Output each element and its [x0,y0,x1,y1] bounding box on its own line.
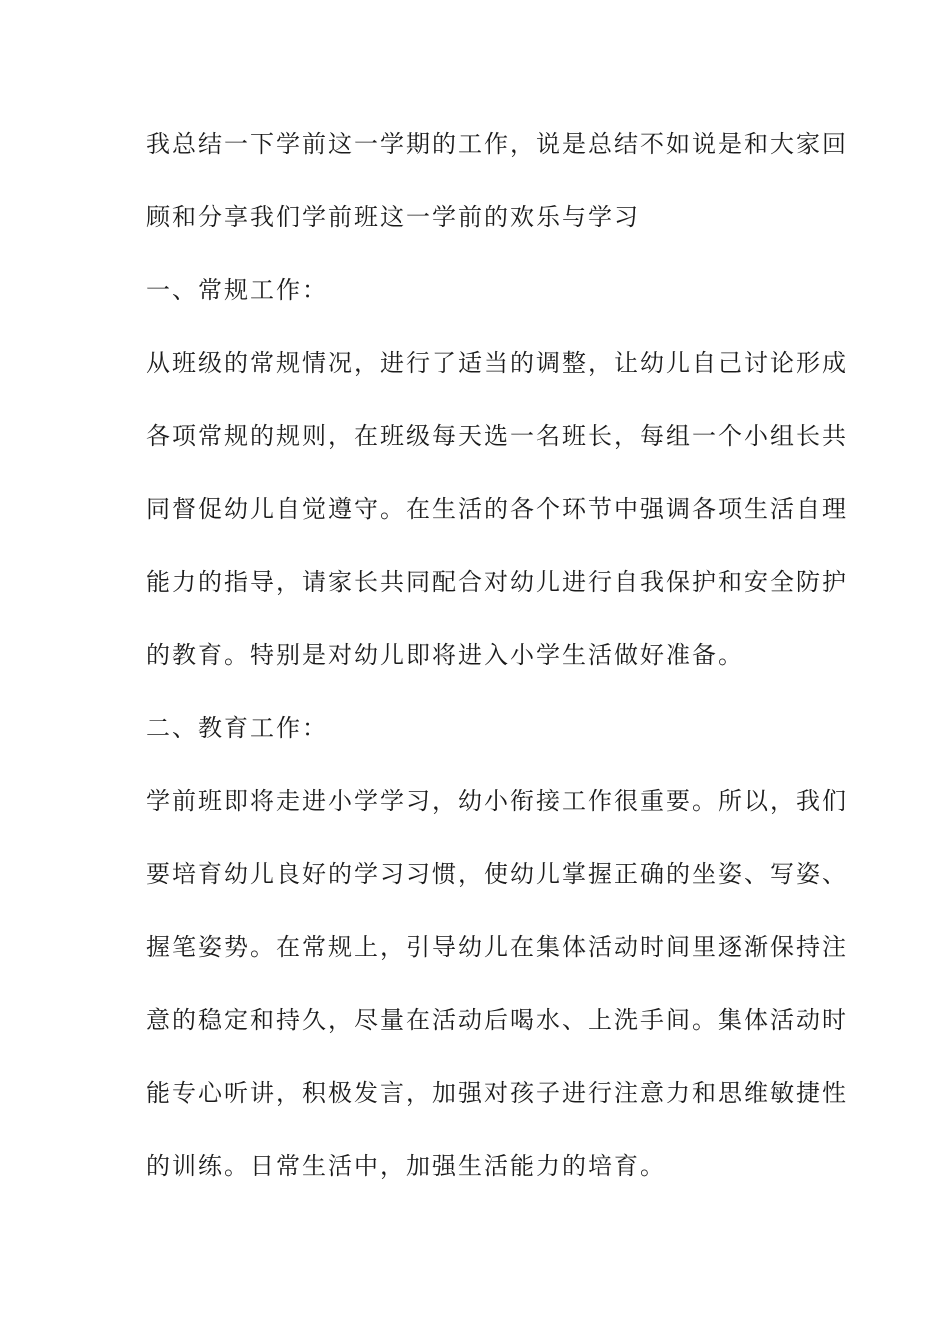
text-line-6: 同督促幼儿自觉遵守。在生活的各个环节中强调各项生活自理 [146,495,848,523]
text-line-13: 意的稳定和持久，尽量在活动后喝水、上洗手间。集体活动时 [146,1006,848,1034]
text-line-12: 握笔姿势。在常规上，引导幼儿在集体活动时间里逐渐保持注 [146,933,848,961]
text-line-10: 学前班即将走进小学学习，幼小衔接工作很重要。所以，我们 [146,787,848,815]
text-line-8: 的教育。特别是对幼儿即将进入小学生活做好准备。 [146,641,744,669]
text-line-1: 我总结一下学前这一学期的工作，说是总结不如说是和大家回 [146,130,848,158]
text-line-14: 能专心听讲，积极发言，加强对孩子进行注意力和思维敏捷性 [146,1079,848,1107]
text-line-11: 要培育幼儿良好的学习习惯，使幼儿掌握正确的坐姿、写姿、 [146,860,848,888]
section-heading-routine-work: 一、常规工作： [146,276,328,304]
text-line-5: 各项常规的规则，在班级每天选一名班长，每组一个小组长共 [146,422,848,450]
text-line-4: 从班级的常规情况，进行了适当的调整，让幼儿自己讨论形成 [146,349,848,377]
text-line-15: 的训练。日常生活中，加强生活能力的培育。 [146,1152,666,1180]
section-heading-education-work: 二、教育工作： [146,714,328,742]
text-line-2: 顾和分享我们学前班这一学前的欢乐与学习 [146,203,640,231]
document-body [146,130,848,1227]
text-line-7: 能力的指导，请家长共同配合对幼儿进行自我保护和安全防护 [146,568,848,596]
